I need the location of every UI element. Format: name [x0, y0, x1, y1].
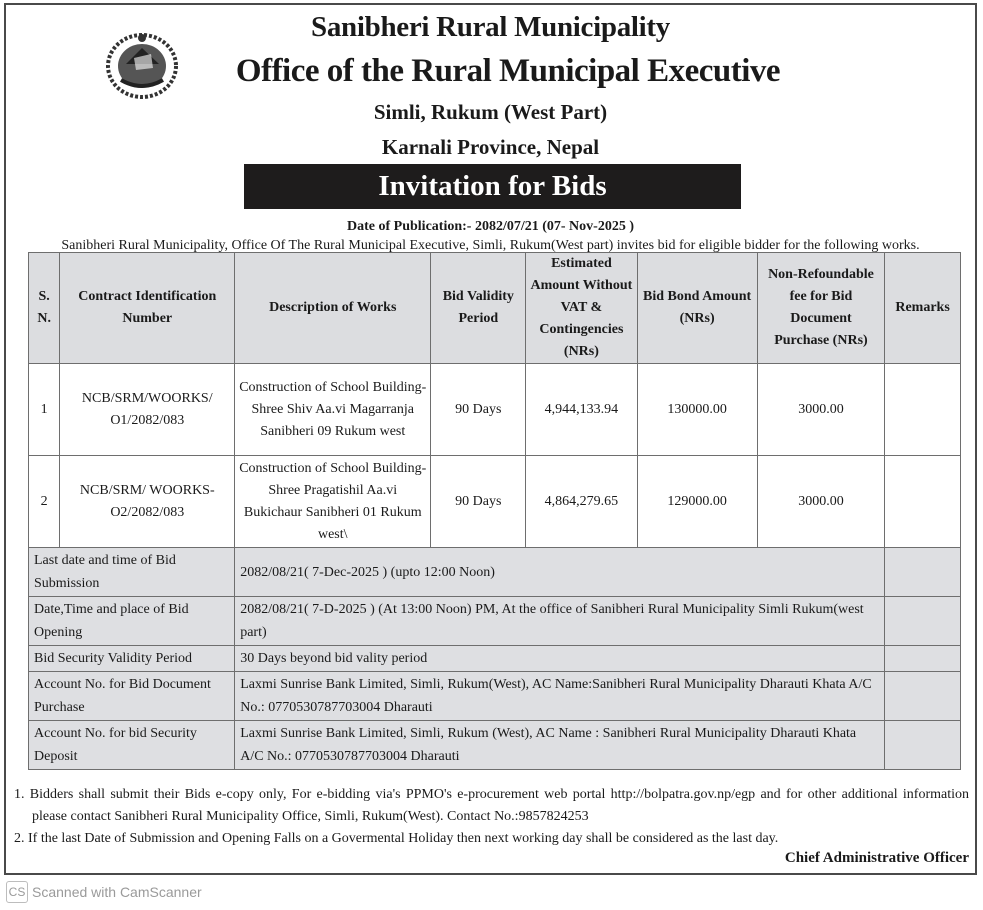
info-row-security-validity [29, 646, 961, 672]
info-remarks [885, 597, 961, 646]
info-label: Account No. for Bid Document Purchase [29, 672, 235, 721]
province: Karnali Province, Nepal [381, 135, 600, 159]
info-remarks [885, 548, 961, 597]
info-remarks [885, 672, 961, 721]
info-label: Bid Security Validity Period [29, 646, 235, 672]
info-label: Last date and time of Bid Submission [29, 548, 235, 597]
info-value: 30 Days beyond bid vality period [235, 646, 885, 672]
municipality-name: Sanibheri Rural Municipality [311, 11, 670, 43]
cell-fee: 3000.00 [757, 364, 884, 456]
info-remarks [885, 721, 961, 770]
cell-estimated-amount: 4,864,279.65 [526, 456, 637, 548]
header-description: Description of Works [235, 253, 431, 364]
cell-bid-bond: 130000.00 [637, 364, 757, 456]
info-row-security-account [29, 721, 961, 770]
header-remarks: Remarks [885, 253, 961, 364]
publication-date: Date of Publication:- 2082/07/21 (07- Nov-2025 ) [347, 219, 634, 234]
watermark-text: Scanned with CamScanner [32, 884, 202, 900]
cell-validity: 90 Days [431, 364, 526, 456]
table-header-row [29, 253, 961, 364]
cell-remarks [885, 364, 961, 456]
header-fee: Non-Refoundable fee for Bid Document Purchase (NRs) [757, 253, 884, 364]
cell-bid-bond: 129000.00 [637, 456, 757, 548]
header-bid-bond: Bid Bond Amount (NRs) [637, 253, 757, 364]
info-row-document-account [29, 672, 961, 721]
header-validity: Bid Validity Period [431, 253, 526, 364]
info-value: Laxmi Sunrise Bank Limited, Simli, Rukum (West), AC Name : Sanibheri Rural Municipality Dharauti Khata A/C No.: 0770530787703004 Dharauti [235, 721, 885, 770]
camscanner-watermark [6, 881, 202, 903]
note-item: 1. Bidders shall submit their Bids e-copy only, For e-bidding via's PPMO's e-procurement web portal http://bolpatra.gov.np/egp and for other additional information please contact Sanibheri Rural Municipality Office, Simli, Rukum(West). Contact No.:9857824253 [14, 787, 969, 824]
camscanner-icon: CS [6, 881, 28, 903]
info-row-opening [29, 597, 961, 646]
info-value: 2082/08/21( 7-D-2025 ) (At 13:00 Noon) PM, At the office of Sanibheri Rural Municipality Simli Rukum(west part) [235, 597, 885, 646]
cell-sn: 2 [29, 456, 60, 548]
info-label: Date,Time and place of Bid Opening [29, 597, 235, 646]
note-item: 2. If the last Date of Submission and Opening Falls on a Govermental Holiday then next working day shall be considered as the last day. [14, 831, 779, 846]
cell-validity: 90 Days [431, 456, 526, 548]
header-sn: S. N. [29, 253, 60, 364]
cell-sn: 1 [29, 364, 60, 456]
intro-text: Sanibheri Rural Municipality, Office Of The Rural Municipal Executive, Simli, Rukum(West part) invites bid for eligible bidder for the following works. [61, 238, 920, 253]
cell-contract-id: NCB/SRM/WOORKS/ O1/2082/083 [60, 364, 235, 456]
info-row-submission [29, 548, 961, 597]
header-estimated-amount: Estimated Amount Without VAT & Contingencies (NRs) [526, 253, 637, 364]
title-banner: Invitation for Bids [244, 164, 741, 209]
cell-contract-id: NCB/SRM/ WOORKS-O2/2082/083 [60, 456, 235, 548]
table-row [29, 364, 961, 456]
bids-table [28, 252, 961, 770]
office-name: Office of the Rural Municipal Executive [235, 53, 781, 89]
location: Simli, Rukum (West Part) [373, 100, 608, 124]
table-row [29, 456, 961, 548]
header-contract-id: Contract Identification Number [60, 253, 235, 364]
cell-description: Construction of School Building- Shree Shiv Aa.vi Magarranja Sanibheri 09 Rukum west [235, 364, 431, 456]
cell-remarks [885, 456, 961, 548]
cell-estimated-amount: 4,944,133.94 [526, 364, 637, 456]
notes [14, 784, 969, 850]
signature: Chief Administrative Officer [784, 850, 969, 866]
info-value: Laxmi Sunrise Bank Limited, Simli, Rukum(West), AC Name:Sanibheri Rural Municipality Dharauti Khata A/C No.: 0770530787703004 Dharauti [235, 672, 885, 721]
info-label: Account No. for bid Security Deposit [29, 721, 235, 770]
cell-description: Construction of School Building- Shree Pragatishil Aa.vi Bukichaur Sanibheri 01 Rukum west\ [235, 456, 431, 548]
info-remarks [885, 646, 961, 672]
cell-fee: 3000.00 [757, 456, 884, 548]
info-value: 2082/08/21( 7-Dec-2025 ) (upto 12:00 Noon) [235, 548, 885, 597]
